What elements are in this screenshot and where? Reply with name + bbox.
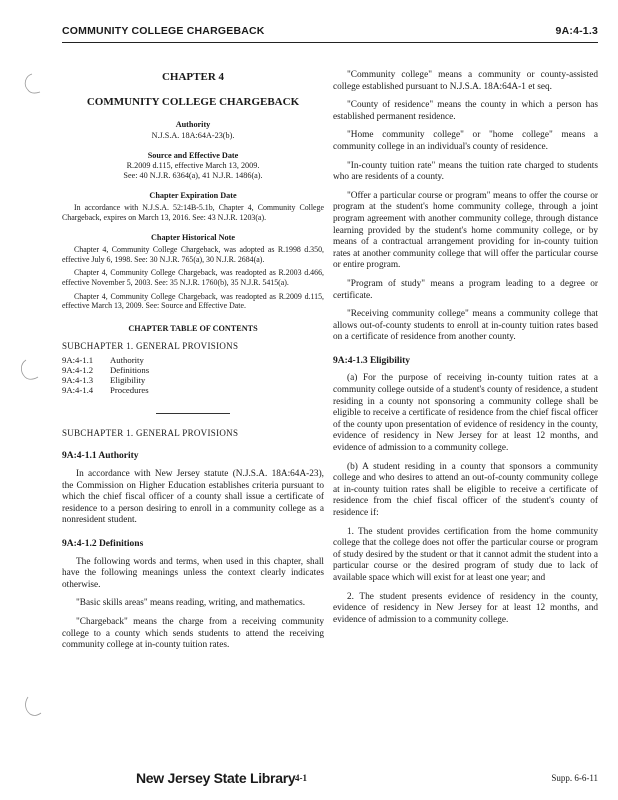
section-eligibility-heading: 9A:4-1.3 Eligibility	[333, 355, 411, 366]
definition-receiving-college: "Receiving community college" means a community college that allows out-of-county students to enroll at in-county tuition rates based on a certificate of residence from another county.	[333, 309, 598, 343]
library-stamp: New Jersey State Library	[136, 770, 296, 786]
punch-hole-mark-top	[20, 72, 46, 98]
toc-item	[62, 385, 324, 395]
header-section-number: 9A:4-1.3	[555, 25, 598, 37]
toc-item-number: 9A:4-1.2	[62, 364, 94, 375]
page-number: 4-1	[295, 773, 307, 783]
toc-item-title: Eligibility	[110, 374, 146, 385]
definition-home-community-college: "Home community college" or "home college" means a community college in an individual's county of residence.	[333, 130, 598, 152]
toc-item-title: Definitions	[110, 364, 150, 375]
definition-community-college: "Community college" means a community or county-assisted college established pursuant to N.J.S.A. 18A:64A-1 et seq.	[333, 70, 598, 92]
toc-item	[62, 355, 324, 365]
punch-hole-mark-middle	[16, 358, 44, 384]
source-line-2: See: 40 N.J.R. 6364(a), 41 N.J.R. 1486(a).	[123, 170, 263, 180]
header-rule	[62, 42, 598, 43]
toc-subchapter: SUBCHAPTER 1. GENERAL PROVISIONS	[62, 341, 239, 352]
authority-text: N.J.S.A. 18A:64A-23(b).	[151, 130, 235, 140]
history-note-1: Chapter 4, Community College Chargeback, was adopted as R.1998 d.350, effective July 6, 1998. See: 30 N.J.R. 765(a), 30 N.J.R. 2684(a).	[62, 245, 324, 264]
chapter-number: CHAPTER 4	[161, 71, 225, 83]
history-note-3: Chapter 4, Community College Chargeback, was readopted as R.2009 d.115, effective March 13, 2009. See: Source and Effective Date.	[62, 291, 324, 311]
source-line-1: R.2009 d.115, effective March 13, 2009.	[126, 161, 260, 171]
history-note-2: Chapter 4, Community College Chargeback, was readopted as R.2003 d.466, effective November 5, 2003. See: 35 N.J.R. 1760(b), 35 N.J.R. 5415(a).	[62, 268, 324, 287]
definition-county-of-residence: "County of residence" means the county in which a person has established permanent residence.	[333, 100, 598, 122]
definition-in-county-tuition: "In-county tuition rate" means the tuition rate charged to students who are residents of a county.	[333, 160, 598, 183]
header-title: COMMUNITY COLLEGE CHARGEBACK	[62, 25, 265, 37]
toc-item	[62, 365, 324, 375]
history-heading: Chapter Historical Note	[151, 232, 235, 242]
chapter-title: COMMUNITY COLLEGE CHARGEBACK	[86, 95, 300, 108]
section-definitions-heading: 9A:4-1.2 Definitions	[62, 539, 144, 550]
eligibility-paragraph-b1: 1. The student provides certification from the home community college that the college does not offer the particular course or program of study desired by the student or that it cannot admit the student into a particular course or the desired program of study due to lack of available space which will exist for at least one year; and	[333, 526, 598, 583]
definition-program-of-study: "Program of study" means a program leading to a degree or certificate.	[333, 278, 598, 301]
toc-heading: CHAPTER TABLE OF CONTENTS	[128, 323, 258, 333]
expiration-heading: Chapter Expiration Date	[149, 190, 237, 200]
section-divider	[156, 413, 230, 414]
toc-item-number: 9A:4-1.4	[62, 384, 94, 395]
definition-basic-skills: "Basic skills areas" means reading, writing, and mathematics.	[76, 598, 306, 609]
subchapter-title: SUBCHAPTER 1. GENERAL PROVISIONS	[62, 427, 239, 438]
eligibility-paragraph-b2: 2. The student presents evidence of residency in the county, evidence of residency in New Jersey for at least 12 months, and evidence of admission to a community college.	[333, 591, 598, 625]
authority-heading: Authority	[175, 120, 211, 130]
supplement-date: Supp. 6-6-11	[551, 773, 598, 783]
eligibility-paragraph-b: (b) A student residing in a county that sponsors a community college and who desires to attend an out-of-county community college at in-county tuition rates shall be eligible to receive a certificate of residence from the chief fiscal officer of the student's county of residence if:	[333, 461, 598, 518]
right-column	[333, 70, 598, 633]
toc-item	[62, 375, 324, 385]
section-authority-heading: 9A:4-1.1 Authority	[62, 451, 139, 462]
toc-item-number: 9A:4-1.3	[62, 374, 94, 385]
running-header	[62, 25, 598, 41]
toc-item-number: 9A:4-1.1	[62, 354, 94, 365]
section-authority-text: In accordance with New Jersey statute (N.J.S.A. 18A:64A-23), the Commission on Higher Education establishes criteria pursuant to which the chief fiscal officer of a county shall issue a certificate of residence to a person desiring to enroll in a community college as a nonresident student.	[62, 469, 324, 526]
source-heading: Source and Effective Date	[147, 150, 239, 160]
toc-list	[62, 355, 324, 395]
expiration-text: In accordance with N.J.S.A. 52:14B-5.1b, Chapter 4, Community College Chargeback, expires on March 13, 2016. See: 43 N.J.R. 1203(a).	[62, 203, 324, 222]
toc-item-title: Authority	[110, 354, 144, 365]
definitions-intro: The following words and terms, when used in this chapter, shall have the following meanings unless the context clearly indicates otherwise.	[62, 556, 324, 590]
eligibility-paragraph-a: (a) For the purpose of receiving in-county tuition rates at a community college outside of a student's county of residence, a student residing in a county not sponsoring a community college shall be eligible to receive a certificate of residence from the chief fiscal officer of the county upon presentation of evidence of residency in the county, evidence of residency in New Jersey for at least 12 months, and evidence of admission to a community college.	[333, 373, 598, 454]
page-footer	[0, 770, 618, 790]
definition-offer-course: "Offer a particular course or program" means to offer the course or program at the student's home community college, through a joint program agreement with another community college, through distance learning provided by the student's home community college, or by means of a contractual arrangement providing for in-county tuition rates at another community college that will offer the particular course or entire program.	[333, 190, 598, 271]
definition-chargeback: "Chargeback" means the charge from a receiving community college to a county which sends students to attend the receiving community college at in-county tuition rates.	[62, 617, 324, 651]
toc-item-title: Procedures	[110, 384, 149, 395]
punch-hole-mark-bottom	[20, 695, 46, 721]
left-column	[62, 70, 324, 659]
